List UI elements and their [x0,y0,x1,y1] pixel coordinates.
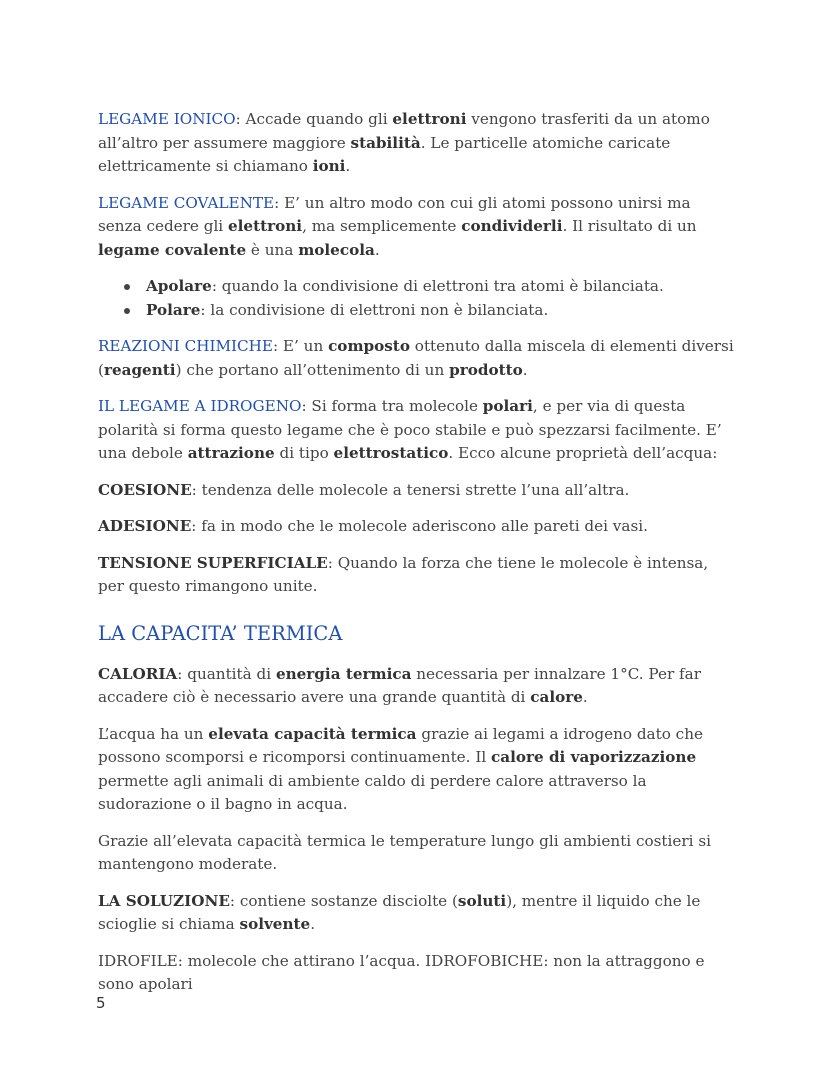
paragraph-legame-idrogeno [98,395,738,466]
text: : tendenza delle molecole a tenersi strette l’una all’altra. [191,480,630,499]
text: . [582,688,588,706]
bold-term: LA SOLUZIONE [98,891,230,910]
text: : quando la condivisione di elettroni tra atomi è bilanciata. [211,277,664,295]
bold-term: calore [530,688,583,706]
bold-term: molecola [298,240,375,259]
bold-term: elettroni [392,110,467,128]
text: . Le particelle atomiche caricate elettricamente si chiamano [98,133,671,175]
bold-term: reagenti [103,360,176,379]
text: . [522,360,528,379]
bold-term: Polare [146,300,201,319]
text: , e per via di questa polarità si forma questo legame che è poco stabile e può spezzarsi facilmente. E’ una debole [98,397,722,462]
text: . [374,240,380,259]
bold-term: prodotto [449,360,523,379]
text: , ma semplicemente [302,217,462,235]
section-heading: LA CAPACITA’ TERMICA [98,621,343,645]
text: : E’ un [272,337,329,355]
bold-term: elettrostatico [333,444,449,462]
page-content [98,108,738,1010]
text: necessaria per innalzare 1°C. Per far accadere ciò è necessario avere una grande quantità di [98,664,701,706]
paragraph-adesione [98,515,738,539]
term-label: LEGAME COVALENTE [98,193,275,212]
paragraph-ambienti-costieri [98,830,738,877]
text: : Si forma tra molecole [301,397,483,415]
bold-term: polari [482,397,533,415]
bold-term: calore di vaporizzazione [491,748,697,766]
text: : Accade quando gli [235,110,393,128]
bold-term: ADESIONE [98,517,192,535]
text: . [345,157,351,175]
text: grazie ai legami a idrogeno dato che possono scomporsi e ricomporsi continuamente. Il [98,724,703,766]
term-label: LEGAME IONICO [98,110,236,128]
text: di tipo [274,444,334,462]
text: Grazie all’elevata capacità termica le temperature lungo gli ambienti costieri si mantengono moderate. [98,831,711,873]
paragraph-tensione-superficiale [98,552,738,599]
paragraph-idrofile [98,950,738,997]
text: . Ecco alcune proprietà dell’acqua: [448,444,718,462]
bold-term: elettroni [228,217,303,235]
bold-term: Apolare [146,277,212,295]
text: : contiene sostanze disciolte ( [229,891,458,910]
page-number: 5 [96,994,106,1012]
text: . Il risultato di un [562,217,697,235]
paragraph-legame-ionico [98,108,738,179]
list-item [146,275,738,299]
text: ottenuto dalla miscela di elementi diversi ( [98,337,734,379]
bold-term: energia termica [275,664,412,683]
bold-term: composto [328,337,410,355]
paragraph-coesione [98,479,738,503]
text: L’acqua ha un [98,724,209,743]
paragraph-soluzione [98,890,738,937]
bold-term: CALORIA [98,664,178,683]
bold-term: condividerli [461,217,563,235]
text: è una [246,240,299,259]
bullet-list [98,275,738,322]
bold-term: solvente [239,915,311,933]
text: ), mentre il liquido che le scioglie si chiama [98,891,701,933]
bold-term: elevata capacità termica [208,724,417,743]
term-label: IL LEGAME A IDROGENO [98,397,302,415]
paragraph-legame-covalente [98,192,738,263]
text: : Quando la forza che tiene le molecole è intensa, per questo rimangono unite. [98,553,709,595]
bold-term: TENSIONE SUPERFICIALE [98,553,328,572]
bold-term: COESIONE [98,480,192,499]
text: : E’ un altro modo con cui gli atomi possono unirsi ma senza cedere gli [98,193,691,235]
text: . [310,915,316,933]
list-item [146,299,738,323]
text: vengono trasferiti da un atomo all’altro per assumere maggiore [98,110,710,152]
text: : quantità di [177,664,276,683]
bold-term: attrazione [187,444,275,462]
bold-term: soluti [457,891,507,910]
paragraph-caloria [98,663,738,710]
bold-term: legame covalente [98,240,247,259]
term-label: REAZIONI CHIMICHE [98,337,273,355]
text: : la condivisione di elettroni non è bilanciata. [200,300,549,319]
text: ) che portano all’ottenimento di un [175,360,450,379]
text: IDROFILE: molecole che attirano l’acqua. IDROFOBICHE: non la attraggono e sono apolari [98,951,705,993]
paragraph-acqua [98,723,738,817]
paragraph-reazioni-chimiche [98,335,738,382]
bold-term: ioni [312,157,346,175]
text: : fa in modo che le molecole aderiscono alle pareti dei vasi. [191,517,648,535]
bold-term: stabilità [350,133,421,152]
text: permette agli animali di ambiente caldo di perdere calore attraverso la sudorazione o il bagno in acqua. [98,771,647,813]
